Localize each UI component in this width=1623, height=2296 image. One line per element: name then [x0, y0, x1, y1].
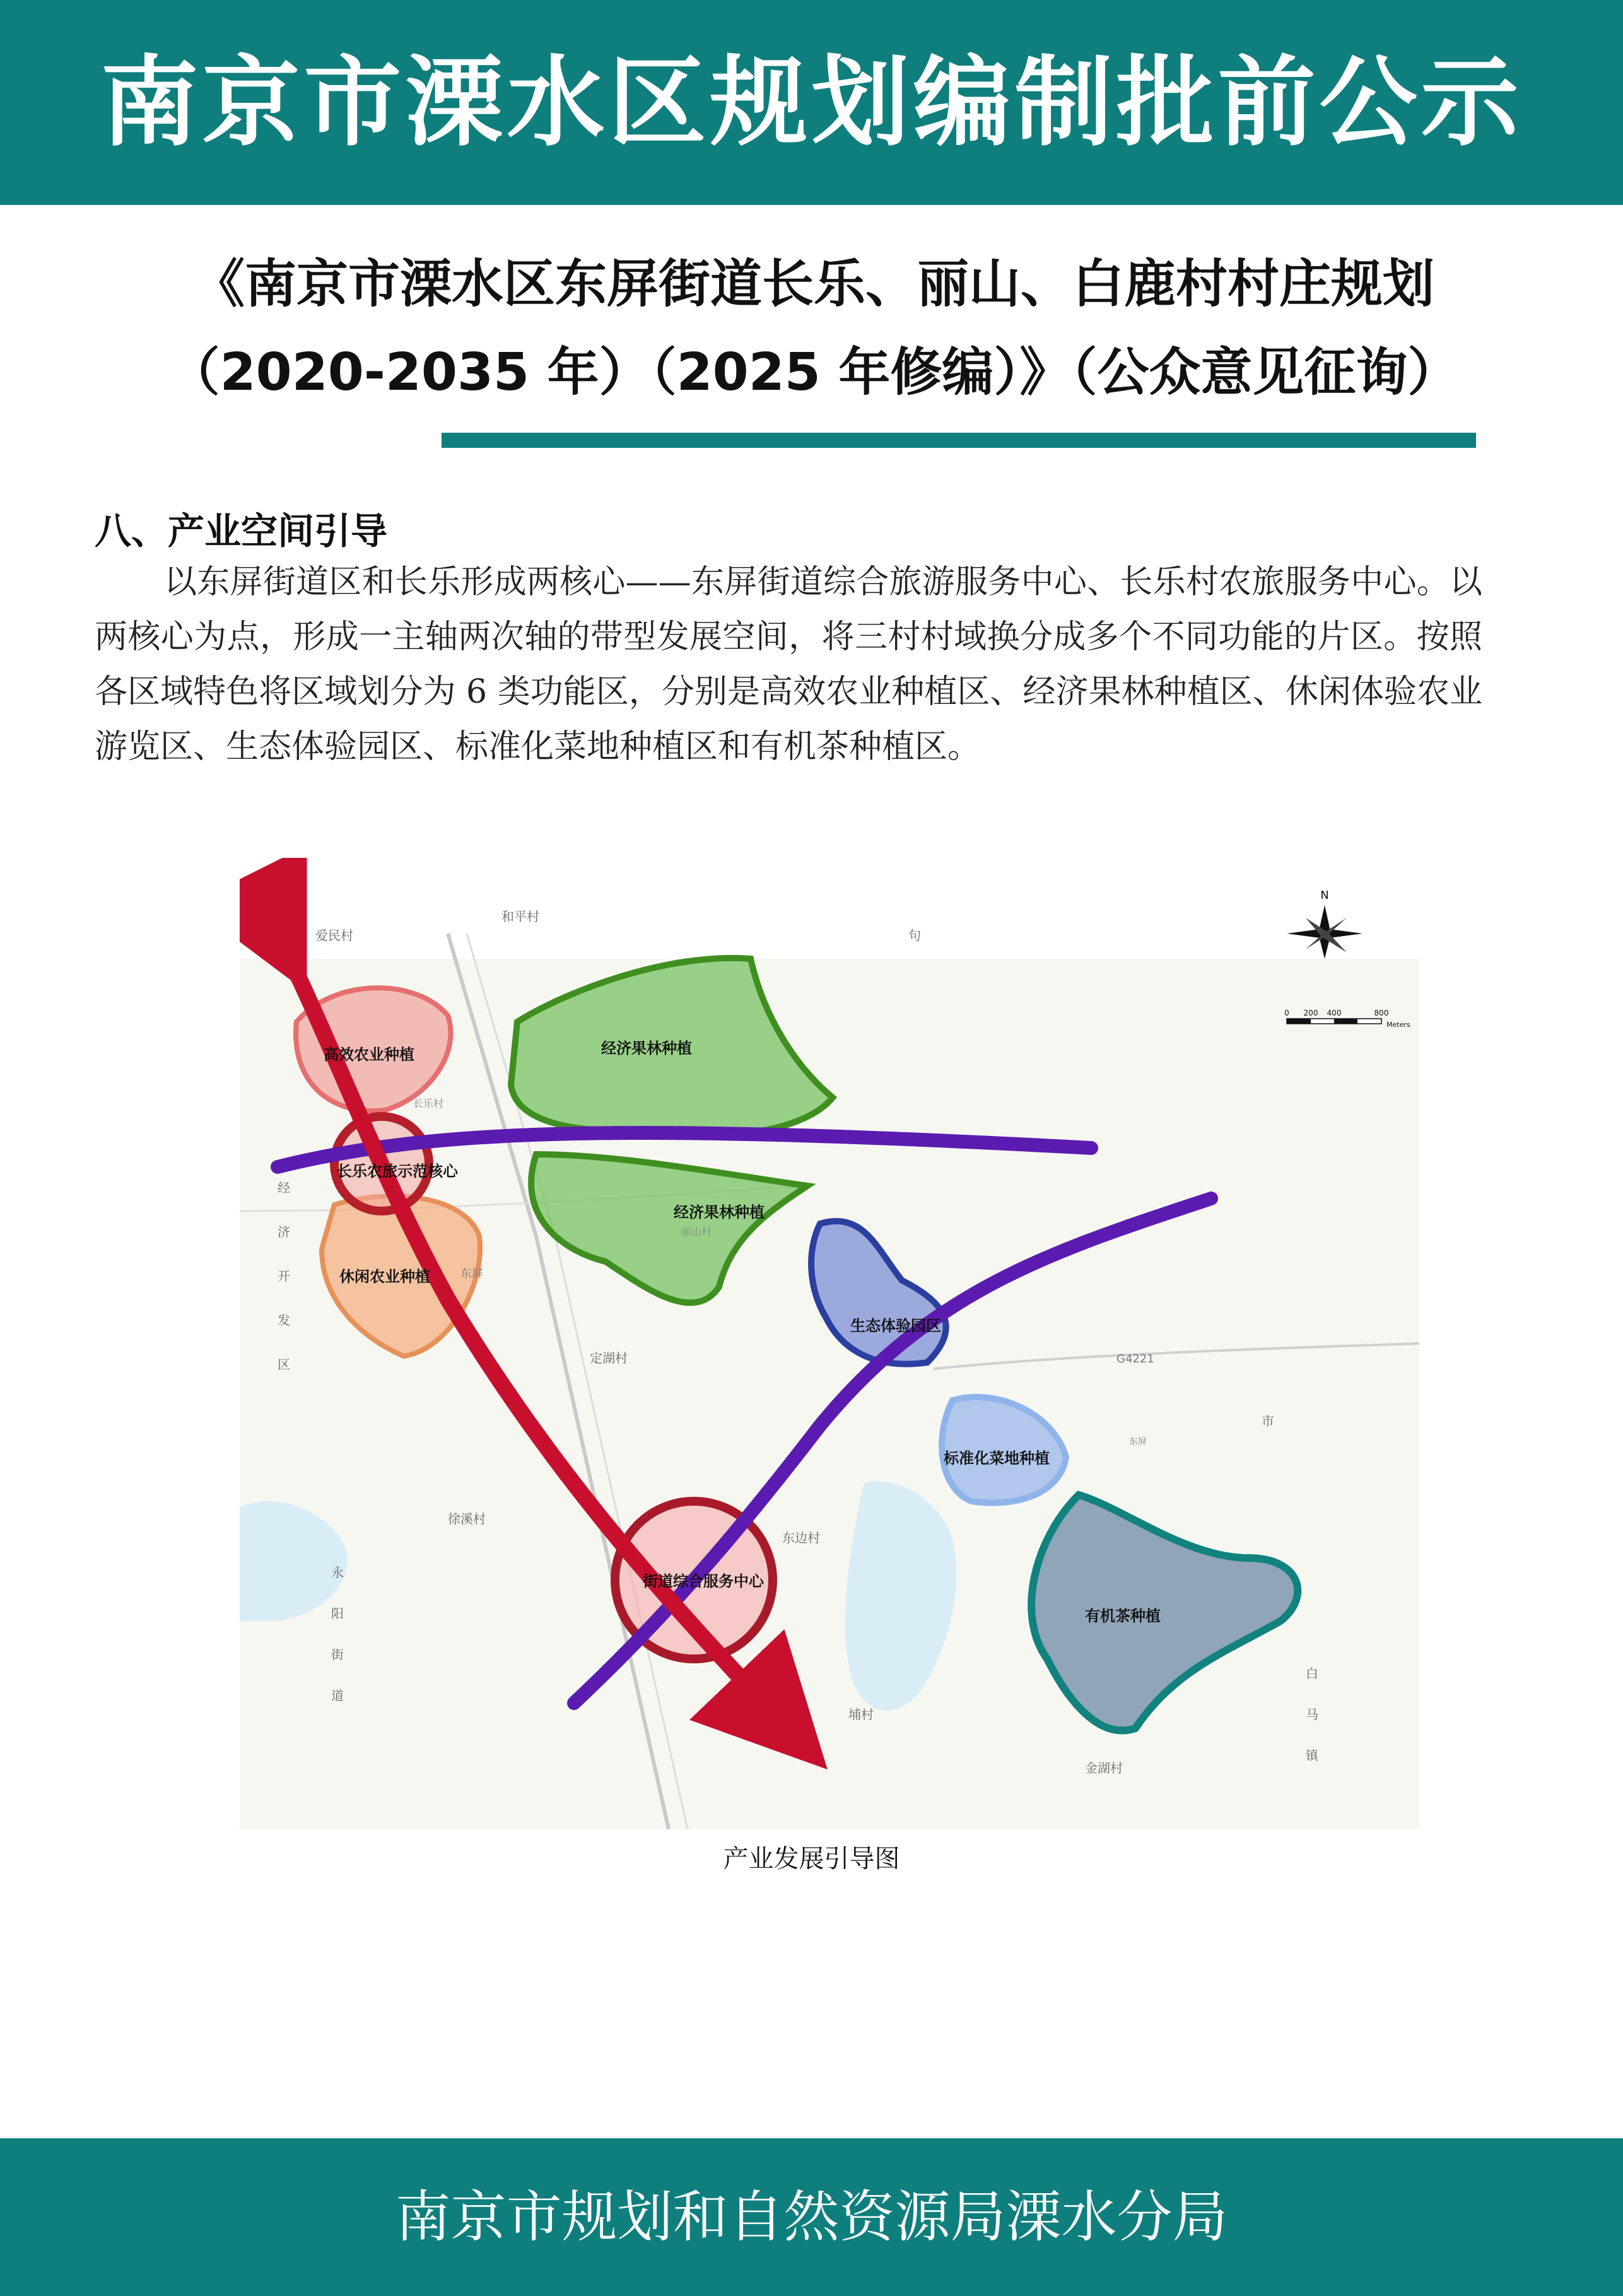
place-shi: 市 [1262, 1414, 1274, 1429]
place-aimin: 爱民村 [315, 928, 353, 943]
svg-text:马: 马 [1306, 1707, 1318, 1722]
svg-text:发: 发 [278, 1313, 290, 1328]
place-changle: 长乐村 [413, 1098, 444, 1110]
svg-text:白: 白 [1306, 1666, 1318, 1681]
place-lishan: 丽山村 [681, 1226, 712, 1238]
core-label-changle: 长乐农旅示范核心 [337, 1163, 458, 1180]
industry-guidance-map [240, 858, 1419, 1829]
district-baima-zhen [1306, 1666, 1320, 1763]
place-g4221: G4221 [1116, 1352, 1154, 1366]
svg-text:经: 经 [278, 1180, 290, 1195]
zone-label-gaoxiao: 高效农业种植 [324, 1046, 414, 1063]
place-dinghu: 定湖村 [590, 1350, 628, 1366]
place-jinhu: 金湖村 [1085, 1760, 1123, 1776]
document-title-line2: （2020-2035 年）（2025 年修编）》（公众意见征询） [168, 343, 1460, 402]
place-dongping: 东屏 [460, 1267, 483, 1280]
header-banner [0, 0, 1623, 205]
svg-text:N: N [1320, 889, 1329, 902]
place-gou: 句 [908, 928, 921, 943]
section-heading: 八、产业空间引导 [95, 510, 388, 553]
place-fucun: 埔村 [848, 1707, 874, 1722]
svg-text:800: 800 [1374, 1009, 1389, 1017]
map-svg [240, 858, 1419, 1829]
svg-text:区: 区 [278, 1357, 290, 1372]
document-title-line1: 《南京市溧水区东屏街道长乐、丽山、白鹿村村庄规划 [192, 254, 1434, 314]
footer-organization: 南京市规划和自然资源局溧水分局 [395, 2184, 1228, 2249]
svg-text:镇: 镇 [1306, 1748, 1318, 1763]
zone-label-youji: 有机茶种植 [1085, 1607, 1161, 1625]
title-divider [442, 433, 1476, 448]
banner-title: 南京市溧水区规划编制批前公示 [100, 45, 1523, 160]
svg-text:阳: 阳 [331, 1606, 344, 1621]
place-xuxi: 徐溪村 [448, 1511, 486, 1526]
svg-text:Meters: Meters [1386, 1021, 1410, 1029]
zone-label-jingji2: 经济果林种植 [674, 1204, 765, 1221]
place-heping: 和平村 [501, 909, 539, 924]
zone-label-biaozhun: 标准化菜地种植 [944, 1450, 1050, 1467]
svg-text:街: 街 [331, 1647, 344, 1662]
place-dongping2: 东屏 [1129, 1437, 1147, 1447]
zone-label-xiuxian: 休闲农业种植 [339, 1268, 430, 1286]
section-paragraph: 以东屏街道区和长乐形成两核心——东屏街道综合旅游服务中心、长乐村农旅服务中心。以两核心为点，形成一主轴两次轴的带型发展空间，将三村村域换分成多个不同功能的片区。按照各区域特色将区域划分为 6 类功能区，分别是高效农业种植区、经济果林种植区、休闲体验农业游览区、生态体验园区、标准化菜地种植区和有机茶种植区。 [95, 563, 1482, 766]
svg-text:永: 永 [331, 1565, 344, 1580]
svg-text:济: 济 [278, 1224, 290, 1239]
footer-banner [0, 2138, 1623, 2296]
zone-label-jingji1: 经济果林种植 [601, 1040, 692, 1057]
svg-text:0: 0 [1284, 1009, 1289, 1017]
map-caption: 产业发展引导图 [723, 1844, 900, 1873]
zone-label-shengtai: 生态体验园区 [850, 1317, 941, 1335]
svg-text:400: 400 [1327, 1009, 1342, 1017]
core-label-jiedao: 街道综合服务中心 [643, 1573, 764, 1590]
svg-text:道: 道 [331, 1688, 344, 1703]
svg-text:开: 开 [278, 1268, 290, 1284]
place-dongbian: 东边村 [782, 1530, 820, 1545]
svg-text:200: 200 [1303, 1009, 1318, 1017]
